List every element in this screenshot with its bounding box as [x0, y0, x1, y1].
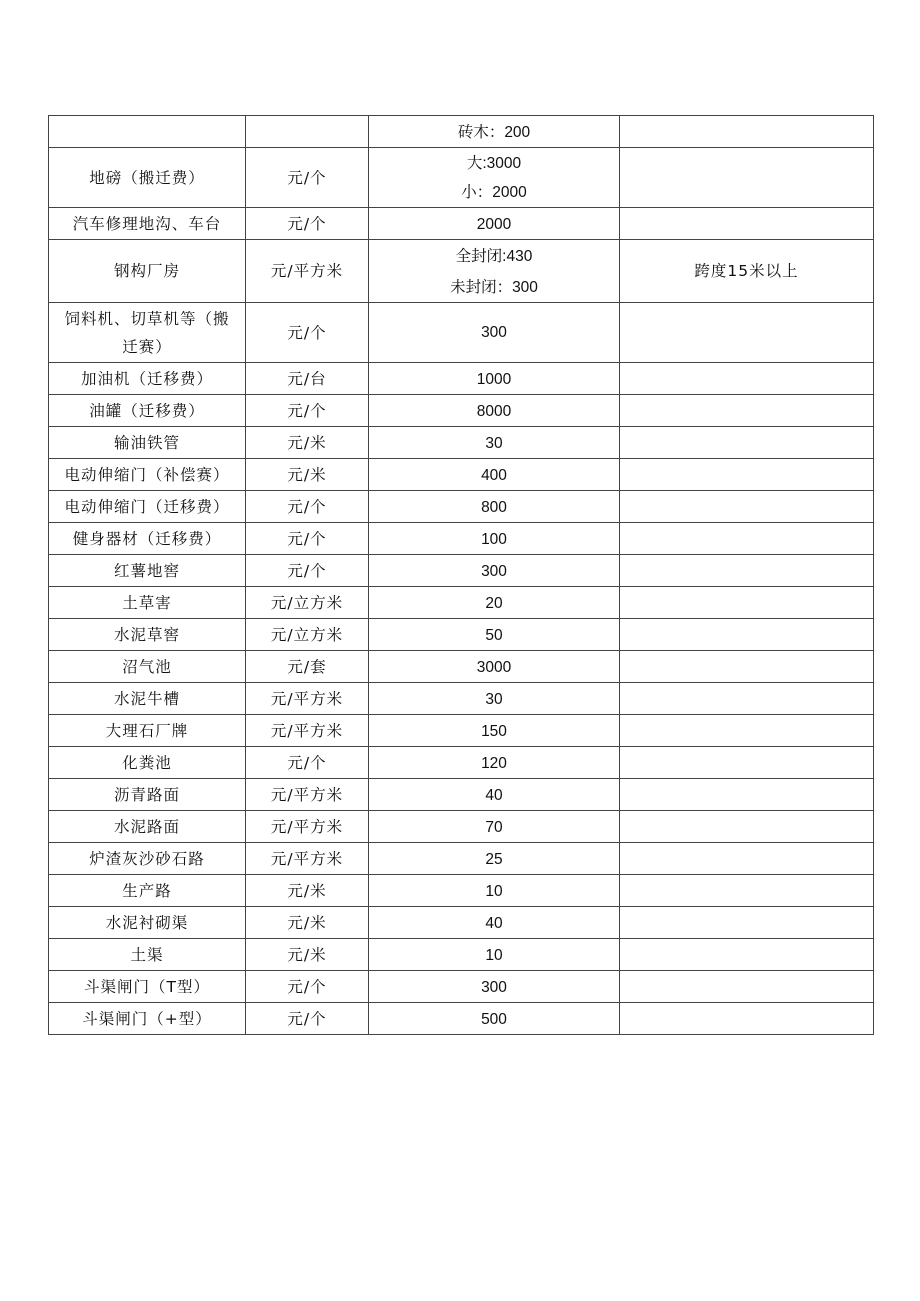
- value-text: 40: [485, 915, 503, 932]
- table-body: [49, 116, 874, 1035]
- item-cell: [49, 459, 246, 491]
- note-cell: [620, 303, 874, 363]
- table-row: [49, 459, 874, 491]
- item-cell: [49, 587, 246, 619]
- unit-cell: [246, 875, 369, 907]
- item-text: 土草害: [122, 593, 172, 612]
- unit-text: 元/平方米: [270, 817, 344, 836]
- unit-text: 元/平方米: [270, 689, 344, 708]
- value-text: 150: [481, 723, 507, 740]
- value-text: 30: [485, 435, 503, 452]
- item-text: 水泥路面: [113, 817, 180, 836]
- item-cell: [49, 363, 246, 395]
- item-text: 电动伸缩门（迁移费）: [64, 497, 230, 516]
- unit-cell: [246, 811, 369, 843]
- value-cell: [369, 811, 620, 843]
- table-row: [49, 523, 874, 555]
- table-row: [49, 395, 874, 427]
- value-cell: [369, 208, 620, 240]
- item-cell: [49, 779, 246, 811]
- unit-cell: [246, 116, 369, 148]
- value-text: 3000: [476, 659, 512, 676]
- value-cell: [369, 939, 620, 971]
- unit-text: 元/平方米: [270, 849, 344, 868]
- note-cell: [620, 715, 874, 747]
- value-text: 25: [485, 851, 503, 868]
- value-text: 800: [481, 499, 507, 516]
- note-cell: [620, 843, 874, 875]
- note-cell: [620, 875, 874, 907]
- unit-text: 元/个: [287, 323, 327, 342]
- unit-text: 元/个: [287, 977, 327, 996]
- unit-cell: [246, 683, 369, 715]
- value-cell: [369, 148, 620, 208]
- item-text: 饲料机、切草机等（搬: [64, 309, 230, 328]
- table-row: [49, 683, 874, 715]
- item-cell: [49, 395, 246, 427]
- unit-text: 元/台: [287, 369, 327, 388]
- unit-text: 元/平方米: [270, 785, 344, 804]
- unit-text: 元/个: [287, 168, 327, 187]
- table-row: [49, 491, 874, 523]
- unit-text: 元/个: [287, 753, 327, 772]
- unit-cell: [246, 587, 369, 619]
- table-row: [49, 363, 874, 395]
- table-row: [49, 303, 874, 363]
- unit-text: 元/套: [287, 657, 327, 676]
- table-row: [49, 715, 874, 747]
- unit-cell: [246, 779, 369, 811]
- value-cell: [369, 875, 620, 907]
- item-cell: [49, 240, 246, 303]
- value-text: 10: [485, 883, 503, 900]
- value-cell: [369, 619, 620, 651]
- value-cell: [369, 523, 620, 555]
- item-cell: [49, 875, 246, 907]
- item-cell: [49, 619, 246, 651]
- value-cell: [369, 395, 620, 427]
- value-cell: [369, 715, 620, 747]
- item-text: 迁赛）: [122, 337, 172, 356]
- item-text: 斗渠闸门（+型）: [82, 1009, 212, 1028]
- value-cell: [369, 363, 620, 395]
- note-cell: [620, 208, 874, 240]
- value-text: 400: [481, 467, 507, 484]
- unit-text: 元/立方米: [270, 593, 344, 612]
- unit-cell: [246, 363, 369, 395]
- note-text: 跨度15米以上: [694, 262, 799, 280]
- item-cell: [49, 523, 246, 555]
- note-cell: [620, 779, 874, 811]
- unit-cell: [246, 427, 369, 459]
- value-text: 70: [485, 819, 503, 836]
- unit-text: 元/个: [287, 401, 327, 420]
- note-cell: [620, 491, 874, 523]
- value-text: 1000: [476, 371, 512, 388]
- item-text: 化粪池: [122, 753, 172, 772]
- unit-text: 元/个: [287, 529, 327, 548]
- item-text: 输油铁管: [113, 433, 180, 452]
- item-text: 水泥草窖: [113, 625, 180, 644]
- item-cell: [49, 971, 246, 1003]
- unit-cell: [246, 939, 369, 971]
- unit-text: 元/平方米: [270, 721, 344, 740]
- item-cell: [49, 1003, 246, 1035]
- value-text: 120: [481, 755, 507, 772]
- value-text: 20: [485, 595, 503, 612]
- item-cell: [49, 939, 246, 971]
- table-row: [49, 875, 874, 907]
- value-text: 大:3000: [466, 154, 522, 172]
- note-cell: [620, 619, 874, 651]
- note-cell: [620, 116, 874, 148]
- item-text: 电动伸缩门（补偿赛）: [64, 465, 230, 484]
- value-cell: [369, 491, 620, 523]
- value-cell: [369, 116, 620, 148]
- note-cell: [620, 240, 874, 303]
- value-text: 未封闭：300: [450, 279, 538, 296]
- unit-cell: [246, 459, 369, 491]
- item-cell: [49, 715, 246, 747]
- value-text: 100: [481, 531, 507, 548]
- item-text: 斗渠闸门（T型）: [84, 977, 210, 996]
- unit-text: 元/个: [287, 561, 327, 580]
- item-text: 油罐（迁移费）: [89, 401, 205, 420]
- item-cell: [49, 491, 246, 523]
- item-cell: [49, 651, 246, 683]
- note-cell: [620, 907, 874, 939]
- item-cell: [49, 148, 246, 208]
- value-cell: [369, 651, 620, 683]
- table-row: [49, 939, 874, 971]
- table-row: [49, 555, 874, 587]
- table-row: [49, 587, 874, 619]
- compensation-price-sheet: [48, 115, 873, 1035]
- table-row: [49, 208, 874, 240]
- item-cell: [49, 303, 246, 363]
- unit-text: 元/米: [287, 913, 327, 932]
- unit-cell: [246, 843, 369, 875]
- unit-cell: [246, 240, 369, 303]
- item-text: 沼气池: [122, 657, 172, 676]
- note-cell: [620, 683, 874, 715]
- item-text: 汽车修理地沟、车台: [72, 214, 222, 233]
- item-cell: [49, 747, 246, 779]
- unit-text: 元/个: [287, 497, 327, 516]
- table-row: [49, 811, 874, 843]
- unit-cell: [246, 747, 369, 779]
- value-text: 全封闭:430: [455, 248, 533, 265]
- unit-cell: [246, 523, 369, 555]
- value-text: 50: [485, 627, 503, 644]
- unit-cell: [246, 715, 369, 747]
- unit-cell: [246, 395, 369, 427]
- item-cell: [49, 116, 246, 148]
- item-cell: [49, 811, 246, 843]
- table-row: [49, 971, 874, 1003]
- note-cell: [620, 363, 874, 395]
- value-text: 300: [481, 979, 507, 996]
- item-text: 土渠: [130, 945, 164, 964]
- value-cell: [369, 587, 620, 619]
- item-text: 地磅（搬迁费）: [89, 168, 205, 187]
- item-cell: [49, 683, 246, 715]
- table-row: [49, 747, 874, 779]
- table-row: [49, 651, 874, 683]
- note-cell: [620, 1003, 874, 1035]
- table-row: [49, 779, 874, 811]
- unit-text: 元/个: [287, 214, 327, 233]
- item-text: 沥青路面: [113, 785, 180, 804]
- note-cell: [620, 939, 874, 971]
- value-cell: [369, 427, 620, 459]
- item-text: 水泥牛槽: [113, 689, 180, 708]
- item-text: 大理石厂牌: [105, 721, 189, 740]
- note-cell: [620, 555, 874, 587]
- item-text: 红薯地窖: [113, 561, 180, 580]
- compensation-price-table: [48, 115, 874, 1035]
- table-row: [49, 116, 874, 148]
- unit-text: 元/平方米: [270, 262, 344, 280]
- value-cell: [369, 240, 620, 303]
- value-text: 8000: [476, 403, 512, 420]
- item-text: 水泥衬砌渠: [105, 913, 189, 932]
- note-cell: [620, 747, 874, 779]
- note-cell: [620, 395, 874, 427]
- value-text: 30: [485, 691, 503, 708]
- unit-cell: [246, 971, 369, 1003]
- unit-cell: [246, 651, 369, 683]
- unit-text: 元/米: [287, 433, 327, 452]
- unit-cell: [246, 555, 369, 587]
- item-cell: [49, 907, 246, 939]
- table-row: [49, 427, 874, 459]
- note-cell: [620, 651, 874, 683]
- unit-cell: [246, 491, 369, 523]
- note-cell: [620, 148, 874, 208]
- unit-cell: [246, 907, 369, 939]
- unit-cell: [246, 1003, 369, 1035]
- unit-text: 元/个: [287, 1009, 327, 1028]
- note-cell: [620, 459, 874, 491]
- value-text: 2000: [476, 216, 512, 233]
- note-cell: [620, 971, 874, 1003]
- table-row: [49, 1003, 874, 1035]
- value-cell: [369, 683, 620, 715]
- table-row: [49, 907, 874, 939]
- unit-text: 元/米: [287, 881, 327, 900]
- value-cell: [369, 555, 620, 587]
- item-text: 健身器材（迁移费）: [72, 529, 222, 548]
- unit-cell: [246, 619, 369, 651]
- value-text: 小：2000: [461, 183, 527, 201]
- value-cell: [369, 459, 620, 491]
- value-cell: [369, 971, 620, 1003]
- unit-cell: [246, 208, 369, 240]
- note-cell: [620, 811, 874, 843]
- note-cell: [620, 523, 874, 555]
- unit-text: 元/米: [287, 465, 327, 484]
- value-cell: [369, 303, 620, 363]
- value-text: 10: [485, 947, 503, 964]
- unit-cell: [246, 303, 369, 363]
- value-cell: [369, 779, 620, 811]
- table-row: [49, 148, 874, 208]
- value-text: 40: [485, 787, 503, 804]
- item-text: 加油机（迁移费）: [80, 369, 213, 388]
- value-cell: [369, 747, 620, 779]
- note-cell: [620, 587, 874, 619]
- value-cell: [369, 843, 620, 875]
- item-cell: [49, 555, 246, 587]
- item-text: 生产路: [122, 881, 172, 900]
- table-row: [49, 843, 874, 875]
- value-text: 300: [481, 563, 507, 580]
- value-text: 500: [481, 1011, 507, 1028]
- item-text: 钢构厂房: [113, 262, 180, 280]
- value-cell: [369, 907, 620, 939]
- value-text: 砖木：200: [457, 124, 531, 141]
- item-cell: [49, 843, 246, 875]
- note-cell: [620, 427, 874, 459]
- value-text: 300: [481, 324, 507, 341]
- unit-cell: [246, 148, 369, 208]
- table-row: [49, 619, 874, 651]
- item-cell: [49, 208, 246, 240]
- unit-text: 元/立方米: [270, 625, 344, 644]
- value-cell: [369, 1003, 620, 1035]
- table-row: [49, 240, 874, 303]
- item-cell: [49, 427, 246, 459]
- item-text: 炉渣灰沙砂石路: [89, 849, 205, 868]
- unit-text: 元/米: [287, 945, 327, 964]
